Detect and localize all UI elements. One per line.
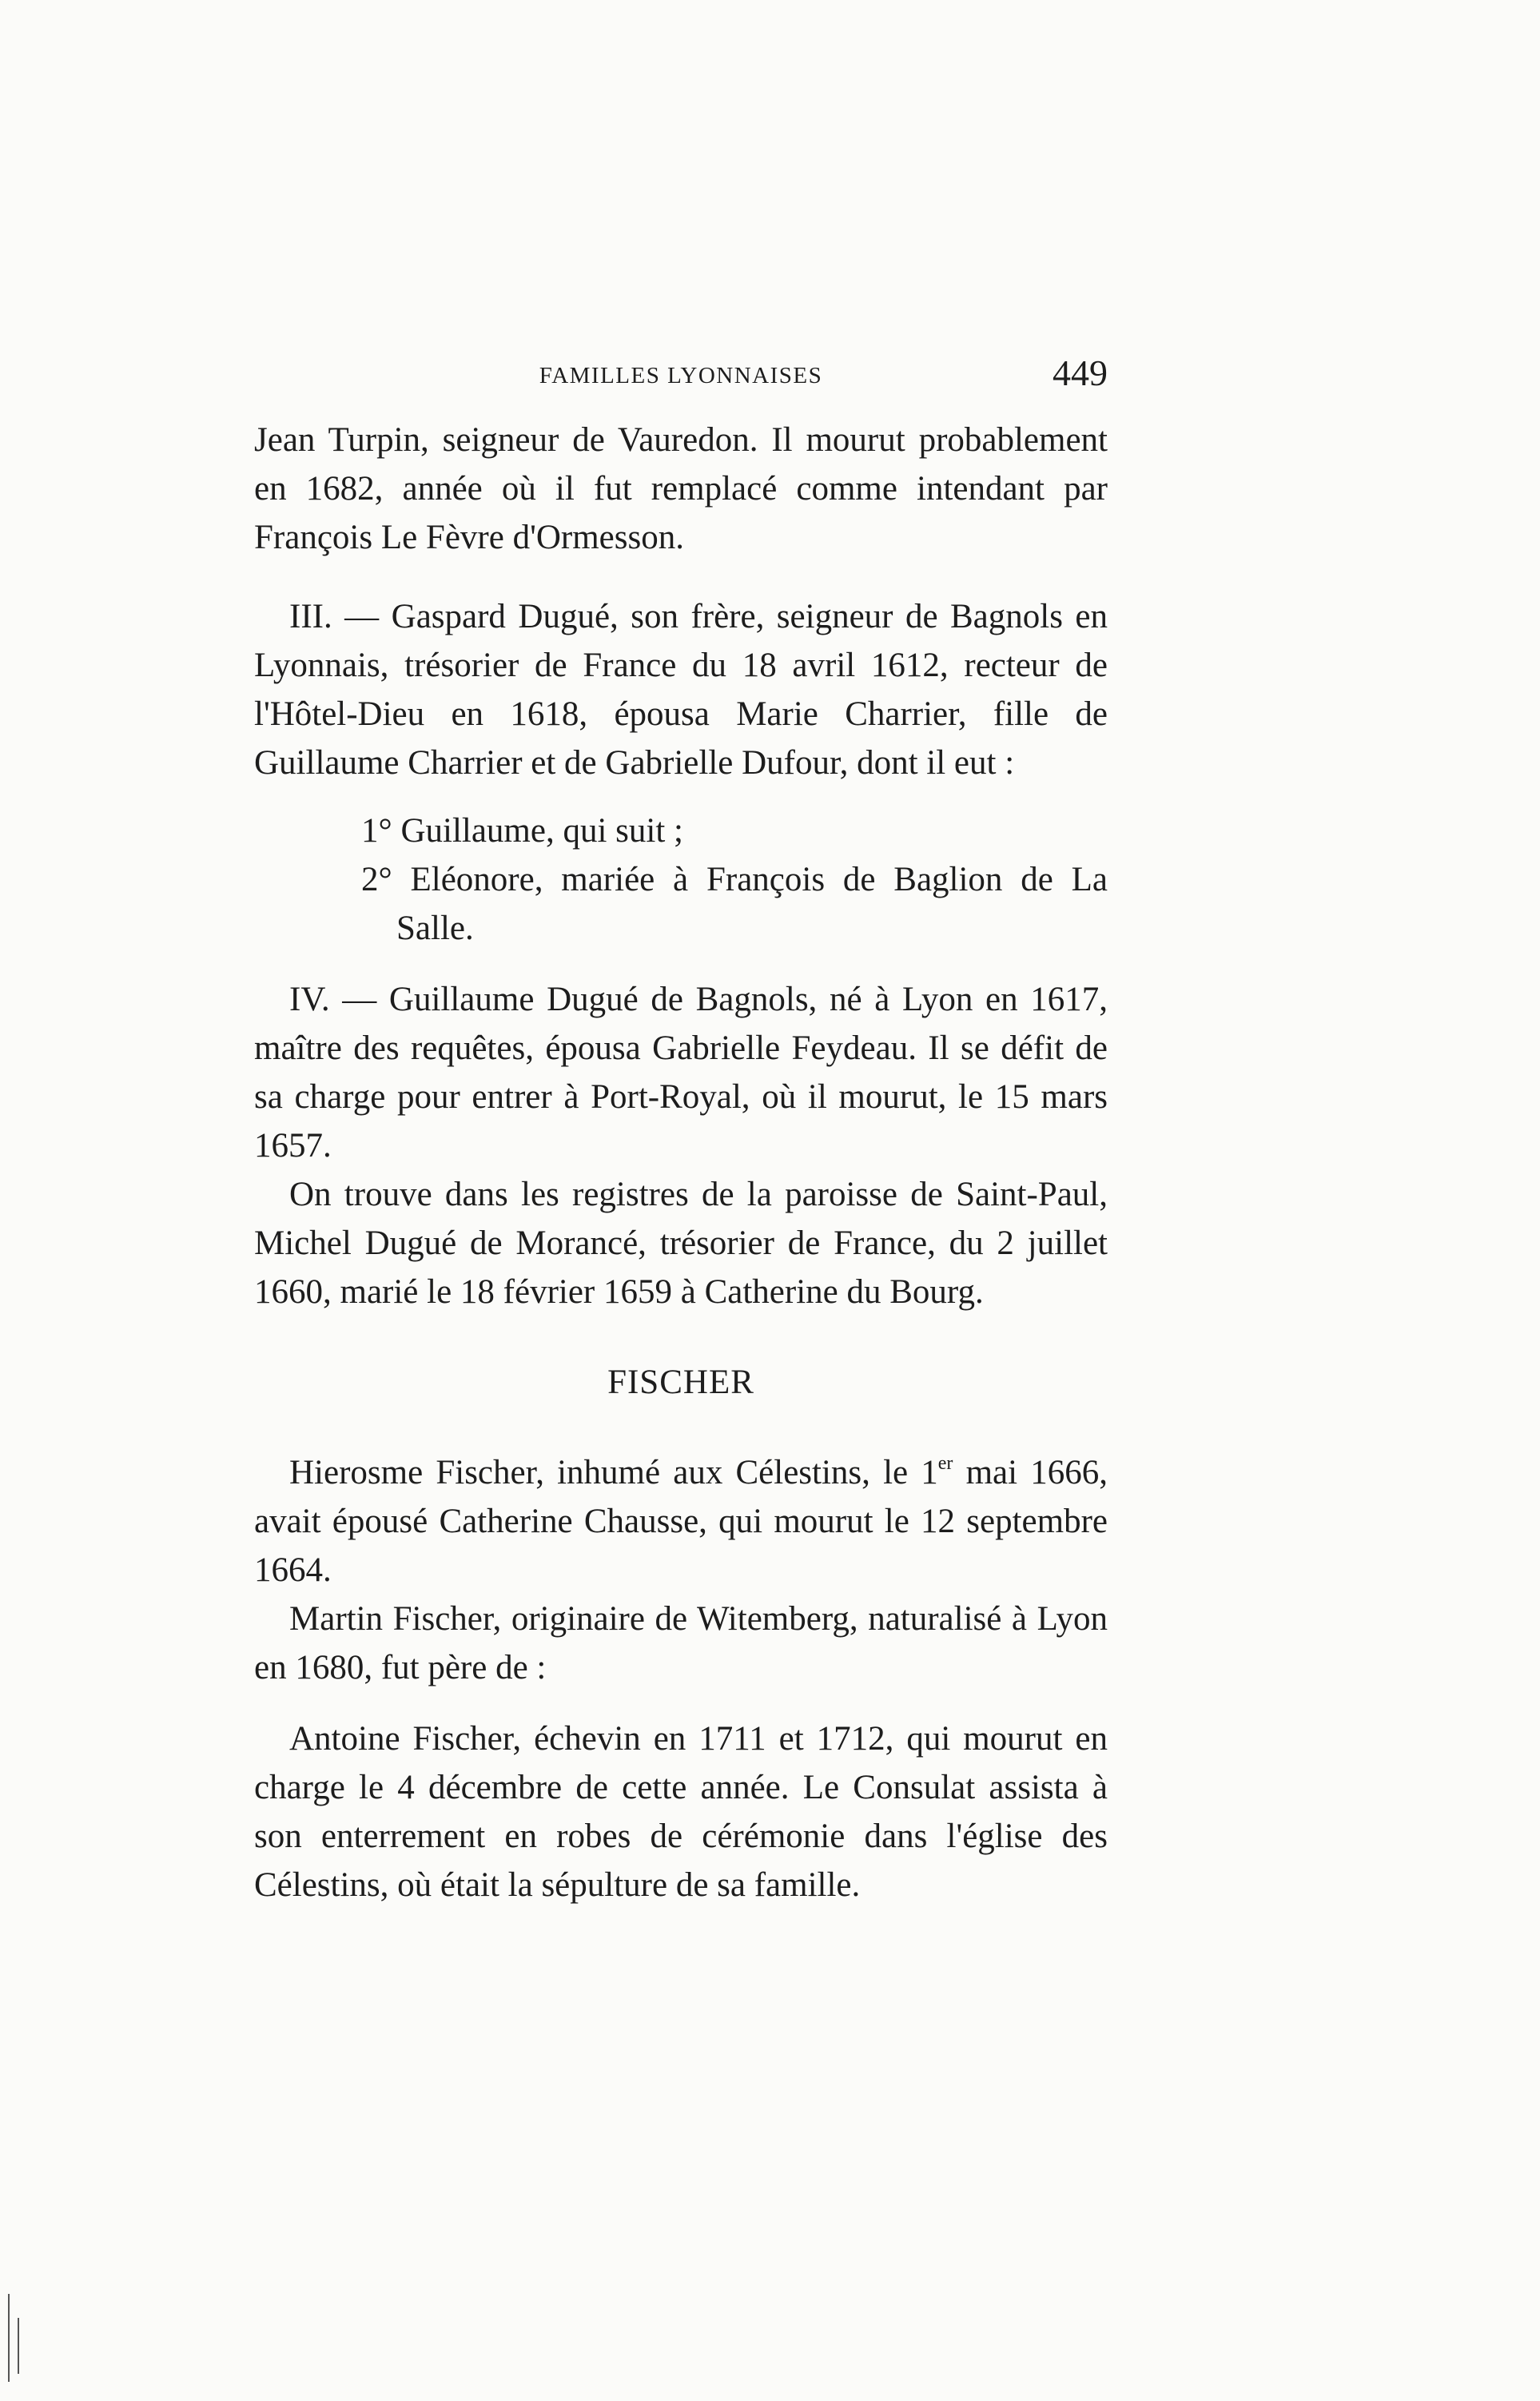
paragraph-michel-dugue: On trouve dans les registres de la paroisse de Saint-Paul, Michel Dugué de Morancé, trésorier de France, du 2 juillet 1660, marié le 18 février 1659 à Catherine du Bourg. — [254, 1176, 1108, 1311]
paragraph-gaspard-dugue: III. — Gaspard Dugué, son frère, seigneur de Bagnols en Lyonnais, trésorier de France du 18 avril 1612, recteur de l'Hôtel-Dieu en 1618, épousa Marie Charrier, fille de Guillaume Charrier et de Gabrielle Dufour, dont il eut : — [254, 598, 1108, 782]
page-number: 449 — [1053, 352, 1108, 393]
book-page — [254, 352, 1108, 1909]
paragraph-hierosme-fischer — [254, 1448, 1108, 1595]
list-item: 2° Eléonore, mariée à François de Baglion de La Salle. — [361, 861, 1108, 947]
scan-edge-mark — [8, 2294, 10, 2382]
running-head: FAMILLES LYONNAISES — [539, 363, 823, 388]
paragraph-guillaume-dugue: IV. — Guillaume Dugué de Bagnols, né à Lyon en 1617, maître des requêtes, épousa Gabrielle Feydeau. Il se défit de sa charge pour entrer à Port-Royal, où il mourut, le 15 mars 1657. — [254, 981, 1108, 1165]
children-list — [254, 806, 1108, 953]
page-header — [254, 352, 1108, 416]
paragraph-continuation: Jean Turpin, seigneur de Vauredon. Il mourut probablement en 1682, année où il fut remplacé comme intendant par François Le Fèvre d'Ormesson. — [254, 421, 1108, 556]
section-title: FISCHER — [607, 1364, 754, 1401]
paragraph-martin-fischer: Martin Fischer, originaire de Witemberg, naturalisé à Lyon en 1680, fut père de : — [254, 1600, 1108, 1686]
text-run: mai 1666, avait épousé Catherine Chausse, qui mourut le 12 septembre 1664. — [254, 1454, 1108, 1589]
paragraph-antoine-fischer: Antoine Fischer, échevin en 1711 et 1712, qui mourut en charge le 4 décembre de cette année. Le Consulat assista à son enterrement en robes de cérémonie dans l'église des Célestins, où était la sépulture de sa famille. — [254, 1720, 1108, 1904]
text-run: Hierosme Fischer, inhumé aux Célestins, le 1 — [289, 1454, 938, 1491]
superscript: er — [937, 1453, 953, 1474]
scan-edge-mark — [18, 2318, 19, 2374]
list-item: 1° Guillaume, qui suit ; — [361, 812, 683, 850]
